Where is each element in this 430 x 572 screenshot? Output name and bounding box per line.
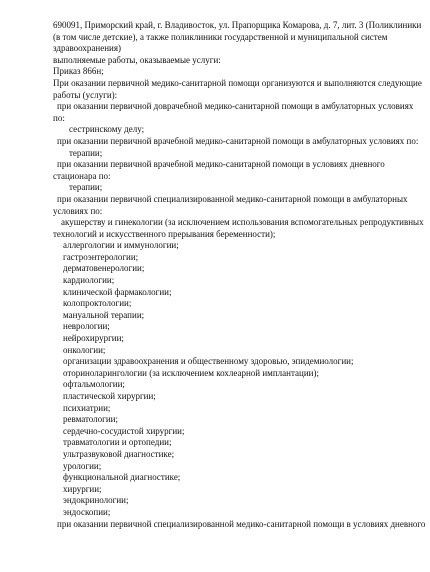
text-line: стационара по: [53, 170, 111, 181]
text-line: нейрохирургии; [63, 333, 124, 344]
text-line: хирургии; [63, 483, 102, 494]
text-line: дерматовенерологии; [63, 263, 145, 274]
text-line: При оказании первичной медико-санитарной помощи организуются и выполняются следующие [53, 77, 422, 88]
text-line: по: [53, 112, 65, 123]
text-line: Приказ 866н; [53, 66, 104, 77]
text-line: выполняемые работы, оказываемые услуги: [53, 54, 221, 65]
text-line: колопроктологии; [63, 298, 132, 309]
text-line: терапии; [69, 147, 103, 158]
text-line: эндокринологии; [63, 495, 129, 506]
text-line: мануальной терапии; [63, 309, 145, 320]
text-line: офтальмологии; [63, 379, 125, 390]
text-line: акушерству и гинекологии (за исключением использования вспомогательных репродуктивных [61, 217, 424, 228]
text-line: работы (услуги): [53, 89, 118, 100]
text-line: травматологии и ортопедии; [63, 437, 172, 448]
text-line: урологии; [63, 460, 102, 471]
text-line: клинической фармакологии; [63, 286, 172, 297]
text-line: оториноларингологии (за исключением кохлеарной имплантации); [63, 367, 319, 378]
text-line: при оказании первичной специализированной медико-санитарной помощи в условиях дневного [57, 518, 426, 529]
text-line: эндоскопии; [63, 506, 111, 517]
text-line: ультразвуковой диагностике; [63, 448, 175, 459]
text-line: психиатрии; [63, 402, 111, 413]
text-line: технологий и искусственного прерывания беременности); [53, 228, 276, 239]
text-line: пластической хирургии; [63, 391, 156, 401]
text-line: онкологии; [63, 344, 106, 355]
text-line: при оказании первичной специализированной медико-санитарной помощи в амбулаторных [57, 193, 408, 204]
text-line: при оказании первичной врачебной медико-санитарной помощи в условиях дневного [57, 159, 385, 170]
text-line: при оказании первичной доврачебной медико-санитарной помощи в амбулаторных условиях [57, 101, 414, 112]
text-line: сердечно-сосудистой хирургии; [63, 425, 185, 436]
text-line: гастроэнтерологии; [63, 251, 139, 262]
text-line: терапии; [69, 182, 103, 193]
text-line: 690091, Приморский край, г. Владивосток, ул. Прапорщика Комарова, д. 7, лит. 3 (Поликлиники [53, 20, 422, 30]
text-line: функциональной диагностике; [63, 472, 181, 483]
text-line: ревматологии; [63, 414, 118, 425]
text-line: аллергологии и иммунологии; [63, 240, 179, 251]
text-line: кардиологии; [63, 275, 115, 286]
text-line: сестринскому делу; [69, 124, 145, 135]
text-line: (в том числе детские), а также поликлиники государственной и муниципальной систем [53, 31, 388, 42]
text-line: условиях по: [53, 205, 103, 216]
text-line: здравоохранения) [53, 43, 122, 54]
text-line: при оказании первичной врачебной медико-санитарной помощи в амбулаторных условиях по: [57, 135, 419, 146]
text-line: неврологии; [63, 321, 110, 332]
text-line: организации здравоохранения и общественному здоровью, эпидемиологии; [63, 356, 354, 367]
